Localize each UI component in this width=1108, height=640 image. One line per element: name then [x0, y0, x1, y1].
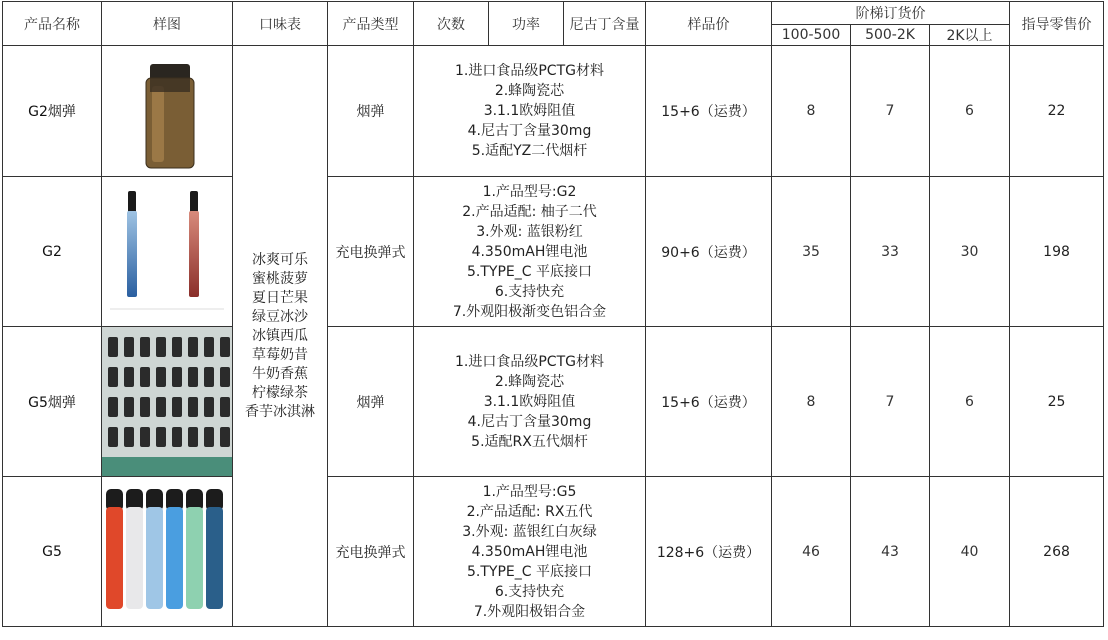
header-nicotine: 尼古丁含量: [564, 2, 646, 46]
product-name: G5烟弹: [3, 327, 102, 477]
header-puffs: 次数: [414, 2, 489, 46]
spec-line: 5.适配RX五代烟杆: [471, 433, 588, 450]
product-name: G2烟弹: [3, 46, 102, 177]
table-row: [3, 327, 1104, 477]
spec-line: 4.350mAH锂电池: [471, 243, 588, 260]
flavor-item: 香芋冰淇淋: [245, 403, 315, 420]
spec-line: 4.尼古丁含量30mg: [467, 123, 592, 139]
sample-price: 90+6（运费）: [646, 177, 772, 327]
spec-line: 7.外观阳极铝合金: [473, 603, 586, 620]
product-specs: [414, 477, 646, 627]
spec-line: 4.尼古丁含量30mg: [467, 413, 592, 430]
product-type: 烟弹: [328, 46, 414, 177]
header-tier-2: 500-2K: [851, 25, 930, 46]
table-row: [3, 46, 1104, 177]
tier-price-3: 6: [930, 327, 1010, 477]
header-power: 功率: [489, 2, 564, 46]
retail-price: 25: [1010, 327, 1104, 477]
spec-line: 3.1.1欧姆阻值: [483, 103, 576, 119]
header-tier-price: 阶梯订货价: [772, 2, 1010, 25]
flavor-item: 牛奶香蕉: [252, 365, 308, 382]
tier-price-2: 7: [851, 46, 930, 177]
header-image: 样图: [102, 2, 233, 46]
flavor-item: 草莓奶昔: [252, 346, 308, 363]
header-retail-price: 指导零售价: [1010, 2, 1104, 46]
tier-price-2: 43: [851, 477, 930, 627]
spec-line: 6.支持快充: [494, 283, 565, 300]
flavor-item: 夏日芒果: [252, 289, 308, 306]
product-name: G2: [3, 177, 102, 327]
product-image-g5-devices: [102, 477, 233, 627]
table-row: [3, 477, 1104, 627]
spec-line: 5.适配YZ二代烟杆: [471, 143, 588, 159]
tier-price-3: 30: [930, 177, 1010, 327]
product-type: 烟弹: [328, 327, 414, 477]
tier-price-3: 6: [930, 46, 1010, 177]
product-price-table: [2, 1, 1104, 627]
flavor-item: 冰镇西瓜: [252, 327, 308, 344]
flavor-item: 绿豆冰沙: [252, 308, 308, 325]
tier-price-3: 40: [930, 477, 1010, 627]
product-type: 充电换弹式: [328, 177, 414, 327]
sample-price: 15+6（运费）: [646, 327, 772, 477]
spec-line: 2.蜂陶瓷芯: [494, 83, 565, 99]
spec-line: 4.350mAH锂电池: [471, 543, 588, 560]
spec-line: 1.产品型号:G2: [482, 183, 577, 200]
spec-line: 3.外观: 蓝银粉红: [476, 223, 583, 240]
product-specs: [414, 46, 646, 177]
product-name: G5: [3, 477, 102, 627]
spec-line: 5.TYPE_C 平底接口: [467, 563, 592, 580]
product-specs: [414, 327, 646, 477]
spec-line: 2.蜂陶瓷芯: [494, 373, 565, 390]
header-tier-1: 100-500: [772, 25, 851, 46]
table-row: [3, 177, 1104, 327]
spec-line: 3.1.1欧姆阻值: [483, 393, 576, 410]
tier-price-1: 8: [772, 46, 851, 177]
spec-line: 3.外观: 蓝银红白灰绿: [462, 523, 597, 540]
spec-line: 5.TYPE_C 平底接口: [467, 263, 592, 280]
tier-price-1: 46: [772, 477, 851, 627]
spec-line: 1.进口食品级PCTG材料: [455, 353, 604, 370]
retail-price: 22: [1010, 46, 1104, 177]
sample-price: 15+6（运费）: [646, 46, 772, 177]
spec-line: 2.产品适配: 柚子二代: [462, 203, 597, 220]
flavor-list: [233, 46, 328, 627]
product-image-g2-pod: [102, 46, 233, 177]
spec-line: 1.进口食品级PCTG材料: [455, 63, 604, 79]
header-sample-price: 样品价: [646, 2, 772, 46]
spec-line: 6.支持快充: [494, 583, 565, 600]
tier-price-2: 33: [851, 177, 930, 327]
product-image-g5-pods: [102, 327, 233, 477]
product-image-g2-device: [102, 177, 233, 327]
retail-price: 198: [1010, 177, 1104, 327]
header-product-type: 产品类型: [328, 2, 414, 46]
product-specs: [414, 177, 646, 327]
product-type: 充电换弹式: [328, 477, 414, 627]
header-tier-3: 2K以上: [930, 25, 1010, 46]
spec-line: 7.外观阳极渐变色铝合金: [452, 303, 607, 320]
flavor-item: 冰爽可乐: [252, 251, 308, 268]
retail-price: 268: [1010, 477, 1104, 627]
header-flavors: 口味表: [233, 2, 328, 46]
sample-price: 128+6（运费）: [646, 477, 772, 627]
spec-line: 2.产品适配: RX五代: [466, 503, 593, 520]
tier-price-1: 8: [772, 327, 851, 477]
header-product-name: 产品名称: [3, 2, 102, 46]
flavor-item: 蜜桃菠萝: [252, 270, 308, 287]
tier-price-2: 7: [851, 327, 930, 477]
spec-line: 1.产品型号:G5: [482, 483, 577, 500]
flavor-item: 柠檬绿茶: [252, 384, 308, 401]
tier-price-1: 35: [772, 177, 851, 327]
